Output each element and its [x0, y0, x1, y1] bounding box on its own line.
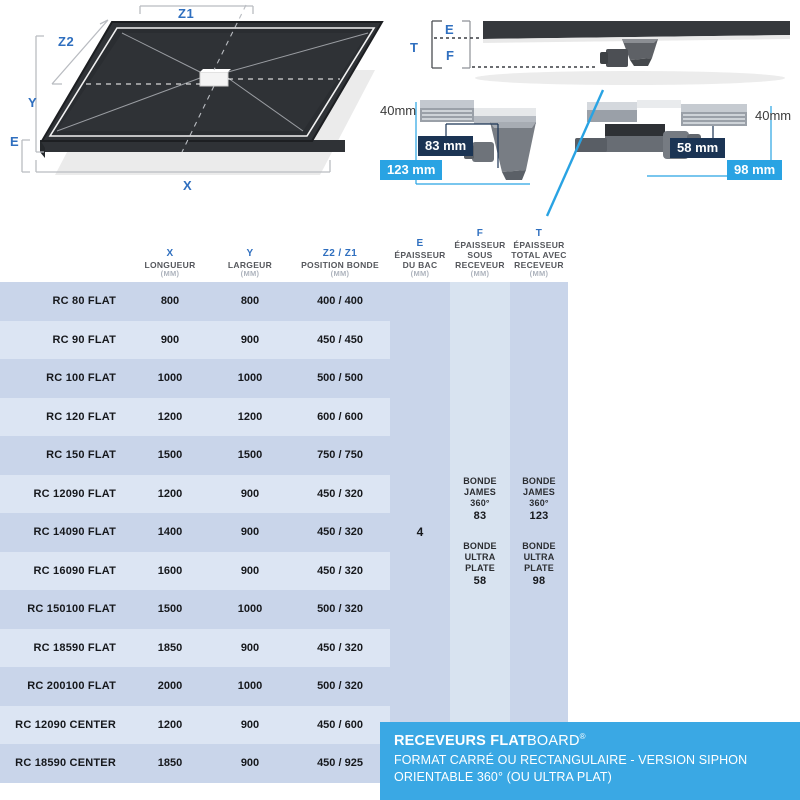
- col-header-e-unit: (MM): [410, 269, 430, 279]
- col-header-e-name: ÉPAISSEUR DU BAC: [394, 250, 446, 271]
- footer-registered-mark: ®: [579, 732, 586, 742]
- product-footer-banner: [380, 722, 800, 800]
- merged-t-james-l1: BONDE: [522, 475, 556, 486]
- cell-y: 1000: [237, 372, 263, 385]
- table-header-row: [0, 222, 568, 282]
- merged-t-james360: [522, 476, 556, 523]
- merged-f-james360: [463, 476, 497, 523]
- cell-model: RC 14090 FLAT: [33, 526, 116, 539]
- col-header-f-symbol: F: [476, 228, 484, 240]
- cell-z: 450 / 320: [317, 564, 363, 577]
- col-header-f-unit: (MM): [470, 269, 490, 279]
- diagonal-separator: [525, 88, 615, 218]
- cell-x: 2000: [157, 680, 183, 693]
- cell-x: 1200: [157, 410, 183, 423]
- cell-y: 900: [240, 641, 260, 654]
- cell-z: 500 / 320: [317, 603, 363, 616]
- cell-x: 1850: [157, 641, 183, 654]
- footer-line-3: ORIENTABLE 360° (OU ULTRA PLAT): [394, 770, 612, 785]
- merged-f-james-l1: BONDE: [463, 475, 497, 486]
- cell-model: RC 100 FLAT: [46, 372, 116, 385]
- cell-z: 450 / 320: [317, 526, 363, 539]
- callout-left-83mm: 83 mm: [418, 136, 473, 156]
- cell-z: 450 / 320: [317, 487, 363, 500]
- isometric-tray-svg: [0, 0, 390, 215]
- cell-y: 900: [240, 564, 260, 577]
- cell-z: 450 / 320: [317, 641, 363, 654]
- merged-t-ultra-l3: PLATE: [524, 563, 554, 574]
- merged-cell-t: [510, 282, 568, 783]
- merged-t-ultra-value: 98: [532, 575, 546, 588]
- merged-t-james-value: 123: [529, 509, 549, 522]
- cell-model: RC 12090 FLAT: [33, 487, 116, 500]
- merged-cell-e: [390, 282, 450, 783]
- cell-z: 400 / 400: [317, 295, 363, 308]
- cell-model: RC 120 FLAT: [46, 410, 116, 423]
- cell-model: RC 90 FLAT: [52, 333, 116, 346]
- cell-y: 900: [240, 757, 260, 770]
- footer-line-2: FORMAT CARRÉ OU RECTANGULAIRE - VERSION SIPHON: [394, 752, 748, 767]
- cell-y: 900: [240, 333, 260, 346]
- cell-model: RC 12090 CENTER: [15, 718, 116, 731]
- cell-y: 900: [240, 718, 260, 731]
- cell-y: 900: [240, 526, 260, 539]
- dim-label-e: E: [10, 134, 20, 149]
- col-header-y: [210, 248, 290, 282]
- dim-label-y: Y: [28, 95, 38, 110]
- cell-y: 800: [240, 295, 260, 308]
- cell-x: 1200: [157, 718, 183, 731]
- cell-x: 1200: [157, 487, 183, 500]
- col-header-z-name: POSITION BONDE: [301, 260, 379, 271]
- col-header-t-symbol: T: [535, 228, 543, 240]
- cell-x: 800: [160, 295, 180, 308]
- col-header-z: [290, 248, 390, 282]
- footer-title-thin: BOARD: [527, 733, 580, 749]
- callout-left-40mm: 40mm: [380, 103, 417, 118]
- merged-f-ultra-l3: PLATE: [465, 563, 495, 574]
- merged-f-james-l2: JAMES: [463, 486, 496, 497]
- col-header-y-unit: (MM): [240, 269, 260, 279]
- cell-x: 900: [160, 333, 180, 346]
- cell-z: 450 / 600: [317, 718, 363, 731]
- dim-label-z2: Z2: [58, 34, 75, 49]
- merged-f-james-value: 83: [473, 509, 487, 522]
- col-header-f: [450, 228, 510, 282]
- col-header-e-symbol: E: [416, 238, 424, 250]
- cell-x: 1000: [157, 372, 183, 385]
- callout-left-123mm: 123 mm: [380, 160, 442, 180]
- merged-t-ultra-l2: ULTRA: [523, 552, 555, 563]
- cell-model: RC 200100 FLAT: [27, 680, 116, 693]
- cell-z: 450 / 925: [317, 757, 363, 770]
- dim-label-e-section: E: [445, 22, 455, 37]
- callout-right-98mm: 98 mm: [727, 160, 782, 180]
- col-header-z-unit: (MM): [330, 269, 350, 279]
- section-view-diagram: [390, 0, 800, 100]
- dim-label-x: X: [183, 178, 193, 193]
- cell-y: 1500: [237, 449, 263, 462]
- specification-table: [0, 222, 568, 783]
- cell-y: 1200: [237, 410, 263, 423]
- merged-f-ultra-l1: BONDE: [463, 541, 497, 552]
- col-header-x-name: LONGUEUR: [144, 260, 196, 271]
- footer-title-bold: RECEVEURS FLAT: [394, 733, 528, 749]
- col-header-t-name: ÉPAISSEUR TOTAL AVEC RECEVEUR: [511, 240, 567, 271]
- col-header-x: [130, 248, 210, 282]
- col-header-y-symbol: Y: [246, 248, 254, 260]
- merged-cell-f: [450, 282, 510, 783]
- cell-model: RC 16090 FLAT: [33, 564, 116, 577]
- table-body: [0, 282, 568, 783]
- cell-y: 1000: [237, 603, 263, 616]
- cell-x: 1400: [157, 526, 183, 539]
- col-header-t: [510, 228, 568, 282]
- isometric-tray-diagram: [0, 0, 390, 215]
- dim-label-f-section: F: [446, 48, 455, 63]
- cell-z: 750 / 750: [317, 449, 363, 462]
- cell-model: RC 18590 CENTER: [15, 757, 116, 770]
- cell-z: 500 / 320: [317, 680, 363, 693]
- merged-f-ultra-value: 58: [473, 575, 487, 588]
- cell-z: 500 / 500: [317, 372, 363, 385]
- col-header-x-symbol: X: [166, 248, 174, 260]
- cell-y: 1000: [237, 680, 263, 693]
- cell-x: 1500: [157, 449, 183, 462]
- callout-right-58mm: 58 mm: [670, 138, 725, 158]
- cell-y: 900: [240, 487, 260, 500]
- cell-x: 1500: [157, 603, 183, 616]
- col-header-t-unit: (MM): [529, 269, 549, 279]
- merged-e-value: 4: [416, 525, 424, 540]
- cell-model: RC 80 FLAT: [52, 295, 116, 308]
- merged-t-james-l3: 360°: [529, 497, 549, 508]
- merged-t-james-l2: JAMES: [522, 486, 555, 497]
- cell-model: RC 150 FLAT: [46, 449, 116, 462]
- callout-right-40mm: 40mm: [755, 108, 792, 123]
- dim-label-t: T: [410, 40, 419, 55]
- merged-t-ultraplate: [522, 541, 556, 588]
- col-header-y-name: LARGEUR: [227, 260, 273, 271]
- cell-x: 1600: [157, 564, 183, 577]
- col-header-f-name: ÉPAISSEUR SOUS RECEVEUR: [454, 240, 506, 271]
- merged-f-ultraplate: [463, 541, 497, 588]
- footer-title: [394, 732, 800, 752]
- cell-model: RC 150100 FLAT: [27, 603, 116, 616]
- col-header-e: [390, 238, 450, 282]
- col-header-z-symbol: Z2 / Z1: [322, 248, 358, 260]
- diagram-area: [0, 0, 800, 215]
- dim-label-z1: Z1: [178, 6, 195, 21]
- merged-t-ultra-l1: BONDE: [522, 541, 556, 552]
- col-header-x-unit: (MM): [160, 269, 180, 279]
- cell-z: 600 / 600: [317, 410, 363, 423]
- merged-f-james-l3: 360°: [470, 497, 490, 508]
- cell-x: 1850: [157, 757, 183, 770]
- cell-model: RC 18590 FLAT: [33, 641, 116, 654]
- cell-z: 450 / 450: [317, 333, 363, 346]
- merged-f-ultra-l2: ULTRA: [464, 552, 496, 563]
